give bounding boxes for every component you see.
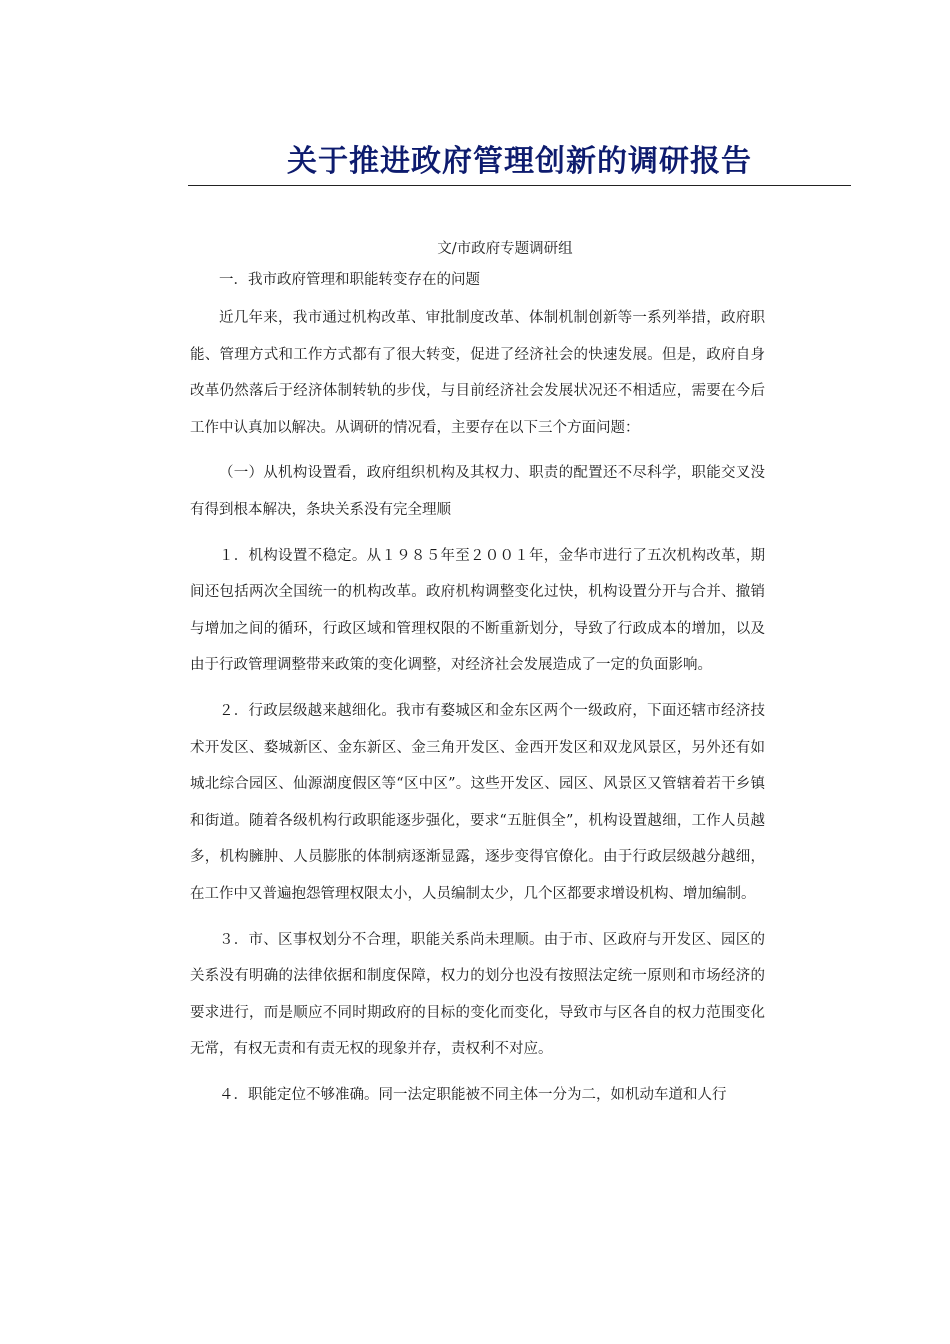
title-underline: [188, 185, 851, 186]
paragraph: １．机构设置不稳定。从１９８５年至２００１年，金华市进行了五次机构改革，期间还包括两次全国统一的机构改革。政府机构调整变化过快，机构设置分开与合并、撤销与增加之间的循环，行政区域和管理权限的不断重新划分，导致了行政成本的增加，以及由于行政管理调整带来政策的变化调整，对经济社会发展造成了一定的负面影响。: [190, 547, 765, 674]
document-body: [190, 236, 765, 1122]
paragraph: ３．市、区事权划分不合理，职能关系尚未理顺。由于市、区政府与开发区、园区的关系没有明确的法律依据和制度保障，权力的划分也没有按照法定统一原则和市场经济的要求进行，而是顺应不同时期政府的目标的变化而变化，导致市与区各自的权力范围变化无常，有权无责和有责无权的现象并存，责权利不对应。: [190, 931, 765, 1058]
document-title: 关于推进政府管理创新的调研报告: [287, 144, 752, 179]
byline: 文/市政府专题调研组: [437, 241, 573, 257]
paragraph: ２．行政层级越来越细化。我市有婺城区和金东区两个一级政府，下面还辖市经济技术开发区、婺城新区、金东新区、金三角开发区、金西开发区和双龙风景区，另外还有如城北综合园区、仙源湖度假区等“区中区”。这些开发区、园区、风景区又管辖着若干乡镇和街道。随着各级机构行政职能逐步强化，要求“五脏俱全”，机构设置越细，工作人员越多，机构臃肿、人员膨胀的体制病逐渐显露，逐步变得官僚化。由于行政层级越分越细，在工作中又普遍抱怨管理权限太小，人员编制太少，几个区都要求增设机构、增加编制。: [190, 702, 765, 902]
paragraph: （一）从机构设置看，政府组织机构及其权力、职责的配置还不尽科学，职能交叉没有得到根本解决，条块关系没有完全理顺: [190, 465, 765, 518]
section-heading: 一．我市政府管理和职能转变存在的问题: [219, 272, 480, 288]
paragraph: ４．职能定位不够准确。同一法定职能被不同主体一分为二，如机动车道和人行: [219, 1086, 727, 1103]
paragraph: 近几年来，我市通过机构改革、审批制度改革、体制机制创新等一系列举措，政府职能、管理方式和工作方式都有了很大转变，促进了经济社会的快速发展。但是，政府自身改革仍然落后于经济体制转轨的步伐，与目前经济社会发展状况还不相适应，需要在今后工作中认真加以解决。从调研的情况看，主要存在以下三个方面问题：: [190, 310, 765, 436]
